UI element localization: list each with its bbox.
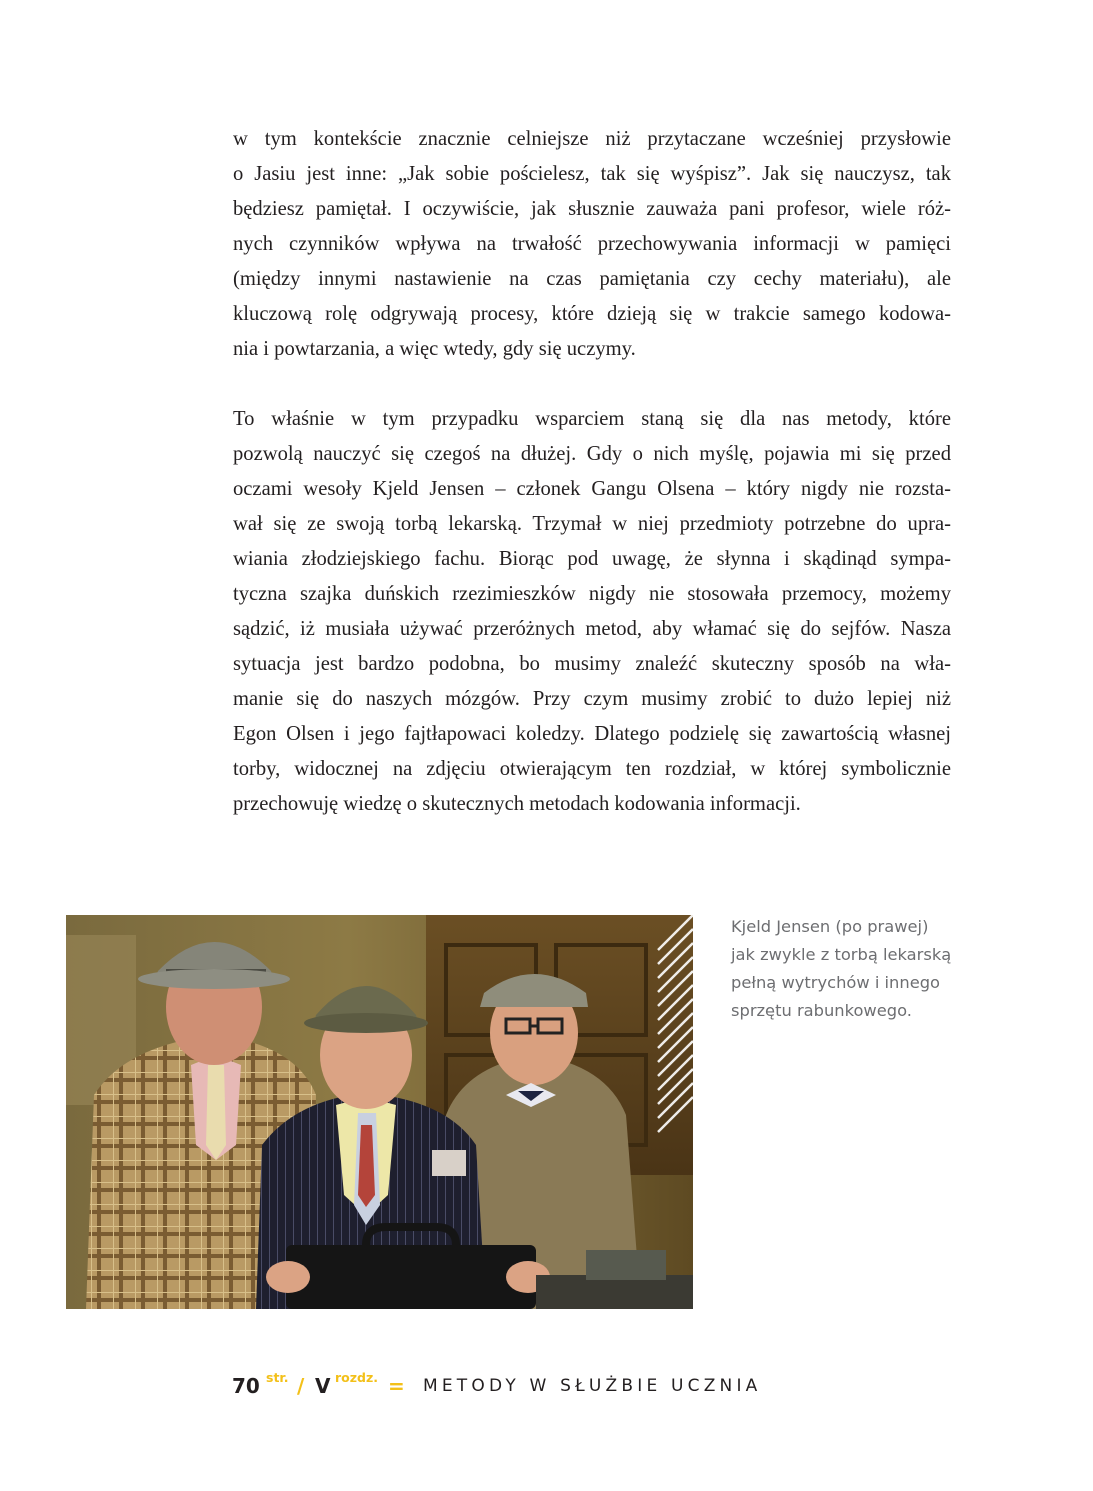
paragraph-line: Egon Olsen i jego fajtłapowaci koledzy. Dlatego podzielę się zawartością własnej	[233, 723, 951, 745]
paragraph-line: o Jasiu jest inne: „Jak sobie pościelesz, tak się wyśpisz”. Jak się nauczysz, tak	[233, 163, 951, 185]
paragraph-line: przechowuję wiedzę o skutecznych metodach kodowania informacji.	[233, 793, 801, 815]
paragraph-line: tyczna szajka duńskich rzezimieszków nigdy nie stosowała przemocy, możemy	[233, 583, 951, 605]
paragraph-line: manie się do naszych mózgów. Przy czym musimy zrobić to dużo lepiej niż	[233, 688, 951, 710]
paragraph-line: oczami wesoły Kjeld Jensen – członek Gangu Olsena – który nigdy nie rozsta-	[233, 478, 951, 500]
chapter-title: METODY W SŁUŻBIE UCZNIA	[423, 1376, 762, 1396]
chapter-label: rozdz.	[335, 1370, 378, 1385]
caption-line: jak zwykle z torbą lekarską	[731, 945, 952, 964]
footer-slash: /	[297, 1374, 305, 1398]
caption-line: sprzętu rabunkowego.	[731, 1001, 912, 1020]
paragraph-line: nia i powtarzania, a więc wtedy, gdy się uczymy.	[233, 338, 636, 360]
paragraph-line: wiania złodziejskiego fachu. Biorąc pod uwagę, że słynna i skądinąd sympa-	[233, 548, 951, 570]
caption-line: Kjeld Jensen (po prawej)	[731, 917, 929, 936]
paragraph-line: pozwolą nauczyć się czegoś na dłużej. Gdy o nich myślę, pojawia mi się przed	[233, 443, 951, 465]
paragraph-line: kluczową rolę odgrywają procesy, które dzieją się w trakcie samego kodowa-	[233, 303, 951, 325]
paragraph-line: torby, widocznej na zdjęciu otwierającym ten rozdział, w której symbolicznie	[233, 758, 951, 780]
footer-equals: =	[388, 1374, 405, 1398]
paragraph-line: sądzić, iż musiała używać przeróżnych metod, aby włamać się do sejfów. Nasza	[233, 618, 951, 640]
paragraph-line: (między innymi nastawienie na czas pamiętania czy cechy materiału), ale	[233, 268, 951, 290]
page-label: str.	[266, 1370, 289, 1385]
paragraph-line: nych czynników wpływa na trwałość przechowywania informacji w pamięci	[233, 233, 951, 255]
body-paragraph-2	[233, 402, 951, 822]
paragraph-line: sytuacja jest bardzo podobna, bo musimy znaleźć skuteczny sposób na wła-	[233, 653, 951, 675]
page-number: 70	[232, 1374, 260, 1398]
paragraph-line: będziesz pamiętał. I oczywiście, jak słusznie zauważa pani profesor, wiele róż-	[233, 198, 951, 220]
caption-line: pełną wytrychów i innego	[731, 973, 941, 992]
body-paragraph-1	[233, 122, 951, 367]
photo-caption	[731, 913, 981, 1025]
chapter-number: V	[315, 1374, 331, 1398]
paragraph-line: w tym kontekście znacznie celniejsze niż przytaczane wcześniej przysłowie	[233, 128, 951, 150]
paragraph-line: wał się ze swoją torbą lekarską. Trzymał w niej przedmioty potrzebne do upra-	[233, 513, 951, 535]
paragraph-line: To właśnie w tym przypadku wsparciem staną się dla nas metody, które	[233, 408, 951, 430]
film-still-photo	[66, 915, 693, 1309]
